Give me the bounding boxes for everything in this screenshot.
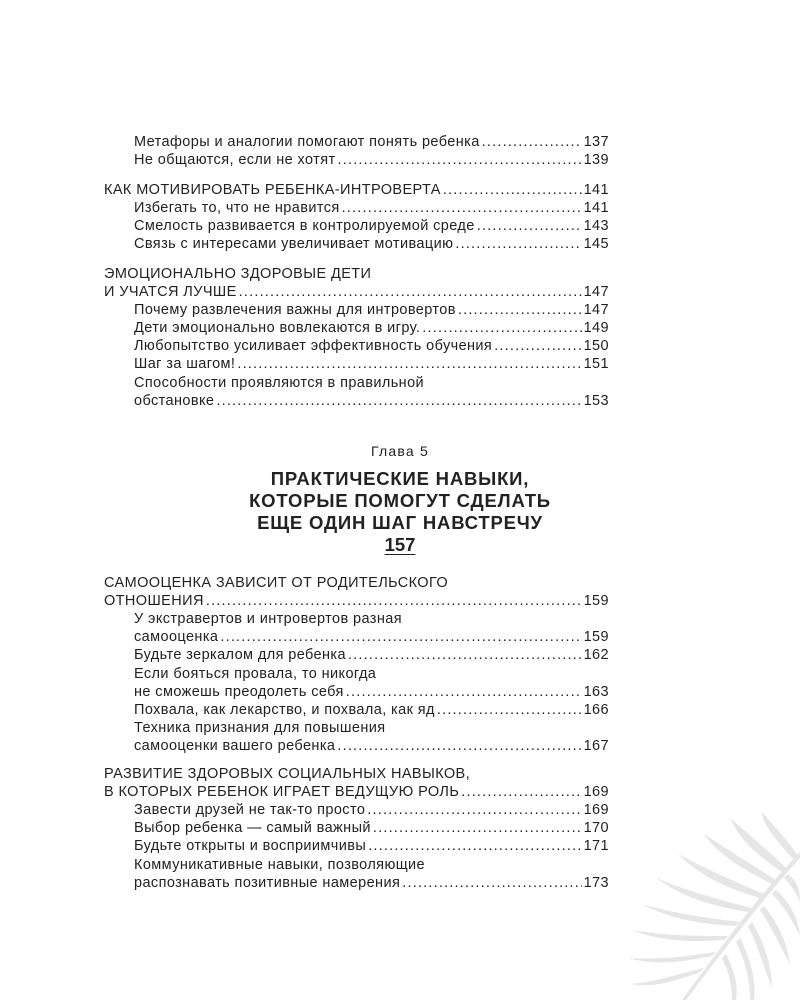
toc-section-entry [104,283,609,301]
chapter-page-value: 157 [384,534,416,555]
toc-entry-title: Похвала, как лекарство, и похвала, как яд [134,702,435,718]
toc-entry-title-line: У экстравертов и интровертов разная [134,611,402,627]
toc-entry-title: Будьте зеркалом для ребенка [134,647,346,663]
toc-entry [134,683,609,701]
chapter-page-number [0,534,800,556]
toc-entry [134,355,609,373]
toc-leader-dots [348,646,582,664]
toc-entry-title: Не общаются, если не хотят [134,152,336,168]
toc-entry-page: 150 [583,338,609,354]
toc-entry-page: 143 [583,218,609,234]
chapter-title-line: ЕЩЕ ОДИН ШАГ НАВСТРЕЧУ [257,512,543,533]
toc-leader-dots [373,819,582,837]
toc-entry-page: 171 [583,838,609,854]
toc-entry-page: 141 [583,200,609,216]
toc-leader-dots [367,801,581,819]
toc-entry-page: 169 [583,784,609,800]
toc-leader-dots [237,355,581,373]
toc-leader-dots [422,319,581,337]
toc-leader-dots [458,301,582,319]
toc-entry-title: обстановке [134,393,215,409]
toc-entry [134,819,609,837]
toc-entry [134,701,609,719]
toc-entry-page: 153 [583,393,609,409]
toc-entry [134,151,609,169]
toc-entry-title: Смелость развивается в контролируемой среде [134,218,475,234]
toc-entry-page: 147 [583,302,609,318]
toc-entry-page: 159 [583,629,609,645]
toc-section-title: КАК МОТИВИРОВАТЬ РЕБЕНКА-ИНТРОВЕРТА [104,182,441,198]
toc-entry-page: 166 [583,702,609,718]
toc-entry-title: Любопытство усиливает эффективность обучения [134,338,493,354]
toc-entry [134,301,609,319]
toc-leader-dots [338,151,582,169]
toc-entry-page: 159 [583,593,609,609]
toc-entry-title: Шаг за шагом! [134,356,236,372]
toc-section-title: В КОТОРЫХ РЕБЕНОК ИГРАЕТ ВЕДУЩУЮ РОЛЬ [104,784,460,800]
toc-entry-page: 167 [583,738,609,754]
toc-entry-page: 137 [583,134,609,150]
toc-entry-title: Будьте открыты и восприимчивы [134,838,367,854]
toc-entry [134,337,609,355]
toc-entry [134,199,609,217]
toc-entry-page: 147 [583,284,609,300]
toc-section-entry [104,783,609,801]
toc-entry [134,737,609,755]
toc-entry-page: 162 [583,647,609,663]
toc-entry [134,628,609,646]
toc-entry-title: Завести друзей не так-то просто [134,802,366,818]
toc-entry-page: 173 [583,875,609,891]
palm-leaf-icon [612,812,800,1000]
toc-leader-dots [337,737,581,755]
toc-entry-page: 139 [583,152,609,168]
toc-entry [134,217,609,235]
toc-entry-title: Выбор ребенка — самый важный [134,820,371,836]
chapter-title-line: КОТОРЫЕ ПОМОГУТ СДЕЛАТЬ [249,490,551,511]
toc-entry [134,392,609,410]
toc-leader-dots [477,217,582,235]
toc-leader-dots [346,683,582,701]
toc-leader-dots [482,133,582,151]
toc-entry-title: Избегать то, что не нравится [134,200,340,216]
toc-entry-page: 169 [583,802,609,818]
toc-entry-title: Дети эмоционально вовлекаются в игру. [134,320,421,336]
toc-leader-dots [443,181,582,199]
toc-section-title: ОТНОШЕНИЯ [104,593,204,609]
toc-entry-title: Связь с интересами увеличивает мотивацию [134,236,454,252]
toc-entry [134,837,609,855]
toc-entry [134,646,609,664]
toc-entry-page: 145 [583,236,609,252]
toc-leader-dots [239,283,582,301]
toc-section-title: И УЧАТСЯ ЛУЧШЕ [104,284,237,300]
toc-entry-page: 149 [583,320,609,336]
toc-entry [134,133,609,151]
toc-leader-dots [220,628,581,646]
chapter-label: Глава 5 [371,443,429,459]
toc-entry-title: самооценки вашего ребенка [134,738,336,754]
toc-leader-dots [342,199,582,217]
toc-section-entry [104,181,609,199]
toc-entry-page: 163 [583,684,609,700]
toc-entry-page: 151 [583,356,609,372]
toc-entry-title-line: Техника признания для повышения [134,720,386,736]
toc-entry-title: самооценка [134,629,219,645]
toc-entry [134,874,609,892]
toc-entry-title-line: Способности проявляются в правильной [134,375,425,391]
toc-leader-dots [461,783,581,801]
toc-section-title-line: РАЗВИТИЕ ЗДОРОВЫХ СОЦИАЛЬНЫХ НАВЫКОВ, [104,766,471,782]
toc-entry-title: Метафоры и аналогии помогают понять ребенка [134,134,480,150]
toc-entry-title-line: Коммуникативные навыки, позволяющие [134,857,426,873]
toc-entry-title: Почему развлечения важны для интровертов [134,302,456,318]
toc-entry-title: распознавать позитивные намерения [134,875,401,891]
toc-leader-dots [455,235,581,253]
toc-leader-dots [206,592,582,610]
toc-entry-page: 170 [583,820,609,836]
toc-entry [134,235,609,253]
toc-leader-dots [402,874,581,892]
toc-entry-title-line: Если бояться провала, то никогда [134,666,377,682]
toc-entry-title: не сможешь преодолеть себя [134,684,344,700]
toc-entry [134,319,609,337]
toc-leader-dots [494,337,581,355]
toc-entry [134,801,609,819]
toc-leader-dots [216,392,581,410]
toc-leader-dots [437,701,582,719]
chapter-title-line: ПРАКТИЧЕСКИЕ НАВЫКИ, [270,468,530,489]
toc-leader-dots [368,837,581,855]
toc-section-title-line: ЭМОЦИОНАЛЬНО ЗДОРОВЫЕ ДЕТИ [104,266,372,282]
toc-entry-page: 141 [583,182,609,198]
toc-section-entry [104,592,609,610]
toc-section-title-line: САМООЦЕНКА ЗАВИСИТ ОТ РОДИТЕЛЬСКОГО [104,575,449,591]
